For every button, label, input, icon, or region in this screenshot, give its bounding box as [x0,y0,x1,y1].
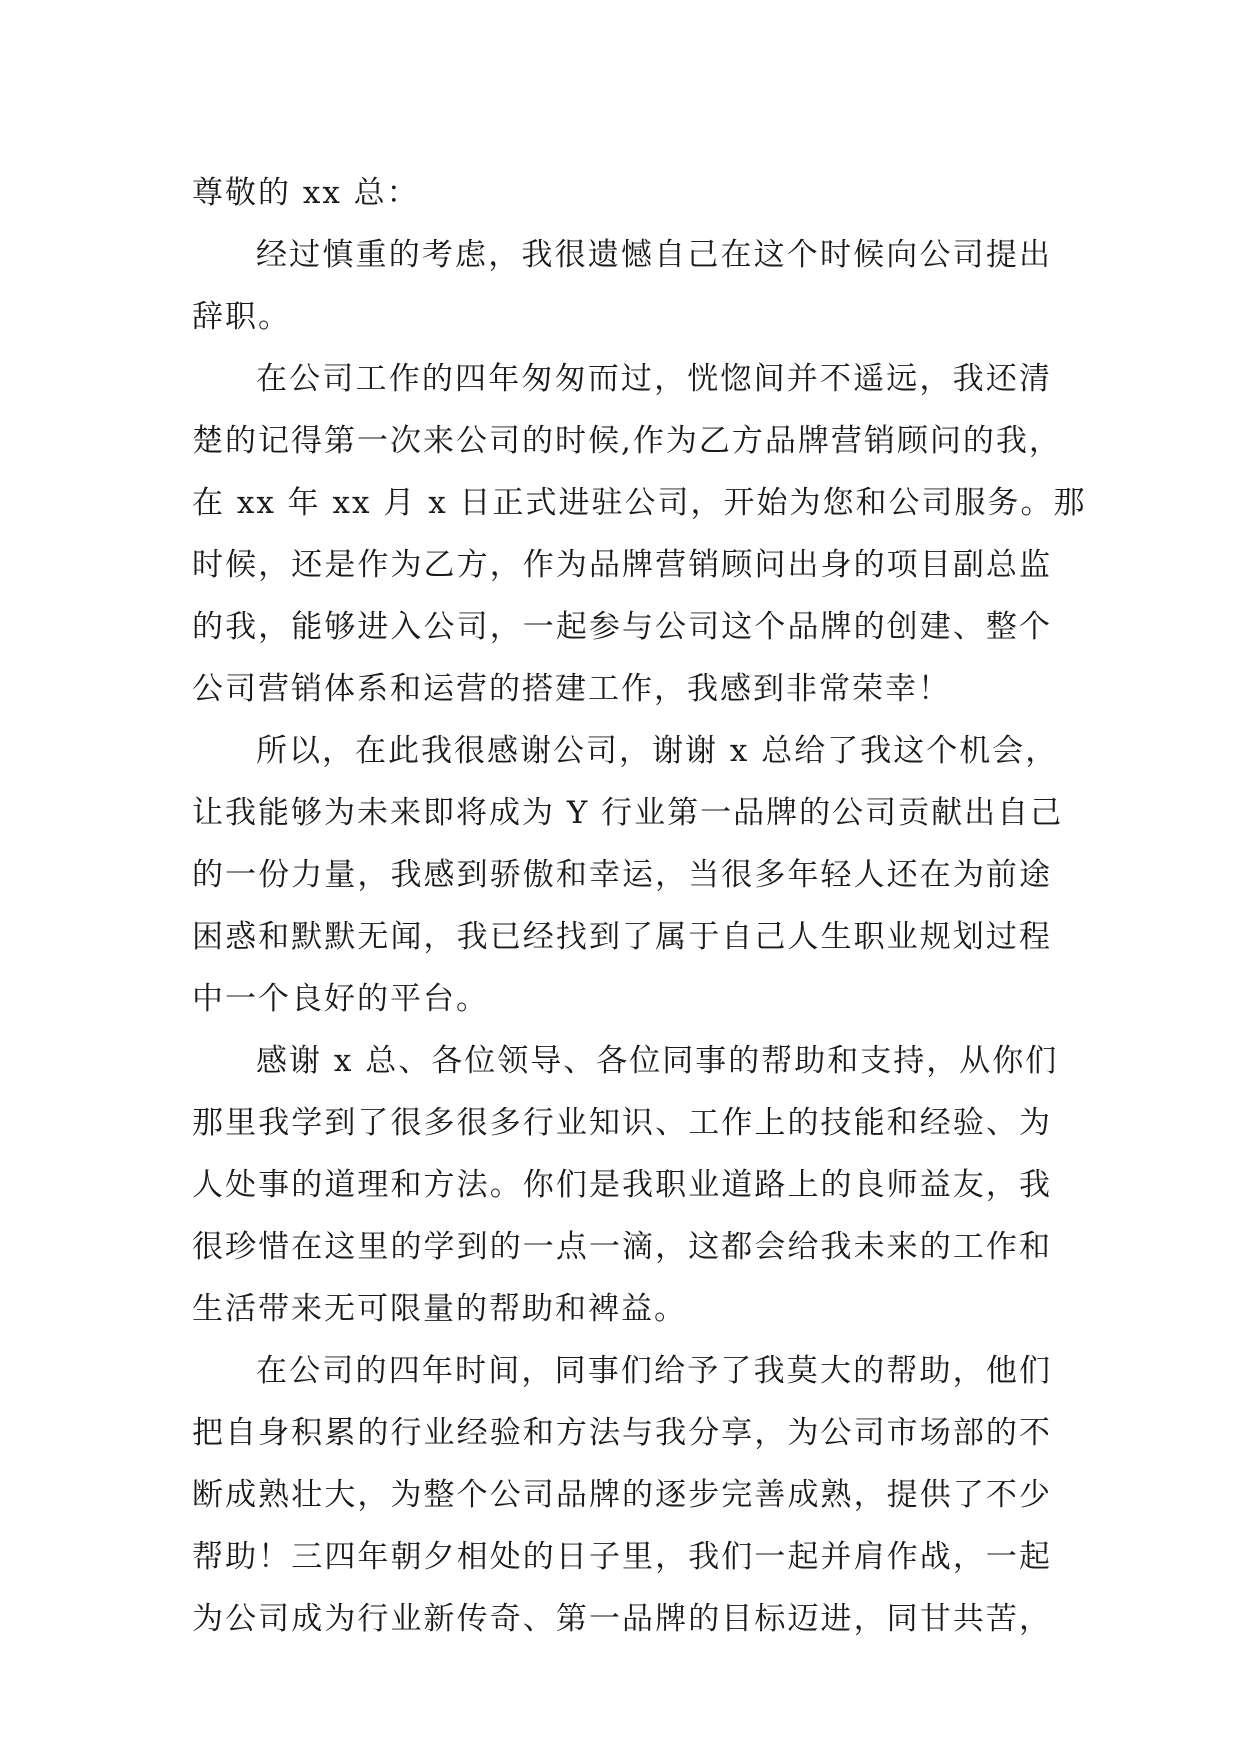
text-line: 帮助！三四年朝夕相处的日子里，我们一起并肩作战，一起 [192,1539,1052,1575]
text-line: 的一份力量，我感到骄傲和幸运，当很多年轻人还在为前途 [192,857,1052,893]
text-line: 感谢 x 总、各位领导、各位同事的帮助和支持，从你们 [256,1043,1059,1079]
text-line: 时候，还是作为乙方，作为品牌营销顾问出身的项目副总监 [192,547,1052,583]
text-line: 人处事的道理和方法。你们是我职业道路上的良师益友，我 [192,1167,1052,1203]
text-line: 在公司工作的四年匆匆而过，恍惚间并不遥远，我还清 [256,361,1052,397]
letter-body [192,162,1087,1650]
text-line: 在 xx 年 xx 月 x 日正式进驻公司，开始为您和公司服务。那 [192,485,1087,521]
letter-greeting: 尊敬的 xx 总： [192,175,420,211]
text-line: 很珍惜在这里的学到的一点一滴，这都会给我未来的工作和 [192,1229,1052,1265]
text-line: 困惑和默默无闻，我已经找到了属于自己人生职业规划过程 [192,919,1052,955]
text-line: 那里我学到了很多很多行业知识、工作上的技能和经验、为 [192,1105,1052,1141]
text-line: 为公司成为行业新传奇、第一品牌的目标迈进，同甘共苦， [192,1601,1052,1637]
text-line: 辞职。 [192,299,291,335]
text-line: 的我，能够进入公司，一起参与公司这个品牌的创建、整个 [192,609,1052,645]
text-line: 断成熟壮大，为整个公司品牌的逐步完善成熟，提供了不少 [192,1477,1052,1513]
text-line: 中一个良好的平台。 [192,981,489,1017]
text-line: 楚的记得第一次来公司的时候,作为乙方品牌营销顾问的我， [192,423,1062,459]
text-line: 在公司的四年时间，同事们给予了我莫大的帮助，他们 [256,1353,1052,1389]
text-line: 公司营销体系和运营的搭建工作，我感到非常荣幸！ [192,671,951,707]
text-line: 经过慎重的考虑，我很遗憾自己在这个时候向公司提出 [256,237,1052,273]
text-line: 生活带来无可限量的帮助和裨益。 [192,1291,687,1327]
text-line: 把自身积累的行业经验和方法与我分享，为公司市场部的不 [192,1415,1052,1451]
text-line: 所以，在此我很感谢公司，谢谢 x 总给了我这个机会， [256,733,1059,769]
text-line: 让我能够为未来即将成为 Y 行业第一品牌的公司贡献出自己 [192,795,1064,831]
